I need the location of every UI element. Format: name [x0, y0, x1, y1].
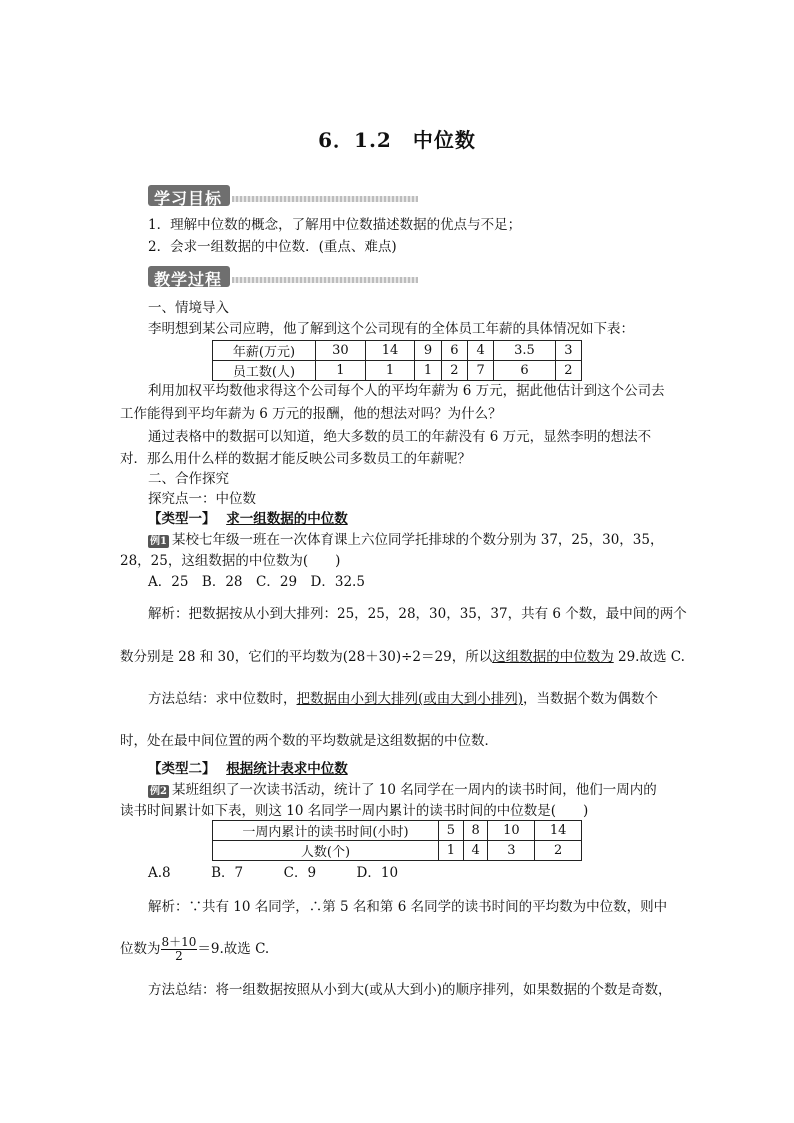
example-1-line: 28，25，这组数据的中位数为( ): [120, 553, 341, 569]
paragraph-line: 利用加权平均数他求得这个公司每个人的平均年薪为 6 万元，据此他估计到这个公司去: [148, 383, 665, 399]
paragraph-line: 工作能得到平均年薪为 6 万元的报酬，他的想法对吗？为什么？: [120, 406, 502, 422]
solution-line: 解析：把数据按从小到大排列：25，25，28，30，35，37，共有 6 个数，最中间的两个: [148, 606, 687, 622]
page-title: 6．1.2 中位数: [318, 128, 476, 152]
table-cell: 1: [365, 361, 415, 381]
example-2-options: A.8 B．7 C．9 D．10: [148, 865, 399, 881]
table-header-cell: 员工数(人): [213, 361, 316, 381]
example-text: 某校七年级一班在一次体育课上六位同学托排球的个数分别为 37，25，30，35，: [171, 532, 664, 548]
solution-text: 数分别是 28 和 30，它们的平均数为(28＋30)÷2＝29，所以: [120, 649, 493, 665]
example-1-options: A．25 B．28 C．29 D．32.5: [148, 574, 365, 590]
table-cell: 2: [441, 361, 467, 381]
table-cell: 30: [316, 341, 366, 361]
explore-point: 探究点一：中位数: [148, 491, 256, 507]
table-cell: 2: [535, 841, 582, 861]
solution-text: 位数为: [120, 941, 161, 957]
intro-text: 李明想到某公司应聘，他了解到这个公司现有的全体员工年薪的具体情况如下表：: [148, 321, 634, 337]
reading-time-table: [212, 820, 582, 861]
type-title: 根据统计表求中位数: [226, 761, 348, 777]
table-cell: 14: [535, 821, 582, 841]
example-2-line: [148, 781, 657, 799]
paragraph-line: 对．那么用什么样的数据才能反映公司多数员工的年薪呢？: [120, 451, 471, 467]
section-header-process: [148, 266, 418, 288]
table-row: [213, 341, 582, 361]
goal-2: 2．会求一组数据的中位数．(重点、难点): [148, 239, 397, 255]
table-cell: 1: [415, 361, 441, 381]
table-cell: 2: [555, 361, 581, 381]
table-header-cell: 年薪(万元): [213, 341, 316, 361]
table-cell: 9: [415, 341, 441, 361]
solution-text: 29.故选 C.: [613, 649, 685, 665]
table-cell: 8: [463, 821, 488, 841]
summary-line: 时，处在最中间位置的两个数的平均数就是这组数据的中位数．: [120, 733, 498, 749]
fraction-denominator: 2: [175, 949, 183, 963]
fraction-numerator: 8＋10: [161, 935, 197, 949]
dotted-rule: [232, 277, 418, 283]
table-header-cell: 一周内累计的读书时间(小时): [213, 821, 439, 841]
type-heading-2: [148, 760, 348, 778]
table-cell: 3: [555, 341, 581, 361]
intro-heading: 一、情境导入: [148, 300, 229, 316]
solution-line: 解析：∵共有 10 名同学，∴第 5 名和第 6 名同学的读书时间的平均数为中位数，则中: [148, 899, 668, 915]
summary-line: [148, 690, 658, 708]
table-cell: 4: [463, 841, 488, 861]
solution-line: [120, 648, 685, 666]
type-tag: 【类型二】: [148, 761, 216, 777]
summary-line: 方法总结：将一组数据按照从小到大(或从大到小)的顺序排列，如果数据的个数是奇数，: [148, 982, 672, 998]
example-badge: 例2: [150, 786, 167, 797]
table-cell: 4: [467, 341, 493, 361]
section-label: 学习目标: [154, 189, 223, 208]
table-cell: 5: [439, 821, 464, 841]
table-cell: 7: [467, 361, 493, 381]
table-cell: 14: [365, 341, 415, 361]
solution-line: [120, 934, 269, 964]
fraction: [161, 936, 198, 963]
example-badge: 例1: [150, 536, 167, 547]
explore-heading: 二、合作探究: [148, 471, 229, 487]
solution-text: ＝9.故选 C.: [197, 941, 270, 957]
table-row: [213, 821, 582, 841]
summary-text: ，当数据个数为偶数个: [523, 691, 659, 707]
salary-table: [212, 340, 582, 381]
section-label: 教学过程: [154, 270, 223, 289]
paragraph-line: 通过表格中的数据可以知道，绝大多数的员工的年薪没有 6 万元，显然李明的想法不: [148, 429, 652, 445]
table-cell: 10: [488, 821, 535, 841]
table-row: [213, 361, 582, 381]
table-cell: 3: [488, 841, 535, 861]
table-cell: 1: [316, 361, 366, 381]
section-header-goals: [148, 185, 418, 207]
summary-text: 方法总结：求中位数时，: [148, 691, 297, 707]
example-text: 某班组织了一次读书活动，统计了 10 名同学在一周内的读书时间，他们一周内的: [171, 782, 657, 798]
dotted-rule: [232, 196, 418, 202]
table-cell: 3.5: [494, 341, 555, 361]
table-cell: 6: [494, 361, 555, 381]
type-tag: 【类型一】: [148, 511, 216, 527]
solution-text: 这组数据的中位数为: [492, 649, 614, 665]
table-row: [213, 841, 582, 861]
example-1-line: [148, 531, 663, 549]
goal-1: 1．理解中位数的概念，了解用中位数描述数据的优点与不足；: [148, 217, 522, 233]
table-cell: 1: [439, 841, 464, 861]
table-header-cell: 人数(个): [213, 841, 439, 861]
type-heading-1: [148, 510, 348, 528]
type-title: 求一组数据的中位数: [226, 511, 348, 527]
summary-text: 把数据由小到大排列(或由大到小排列): [296, 691, 524, 707]
example-2-line: 读书时间累计如下表，则这 10 名同学一周内累计的读书时间的中位数是( ): [120, 803, 589, 819]
table-cell: 6: [441, 341, 467, 361]
